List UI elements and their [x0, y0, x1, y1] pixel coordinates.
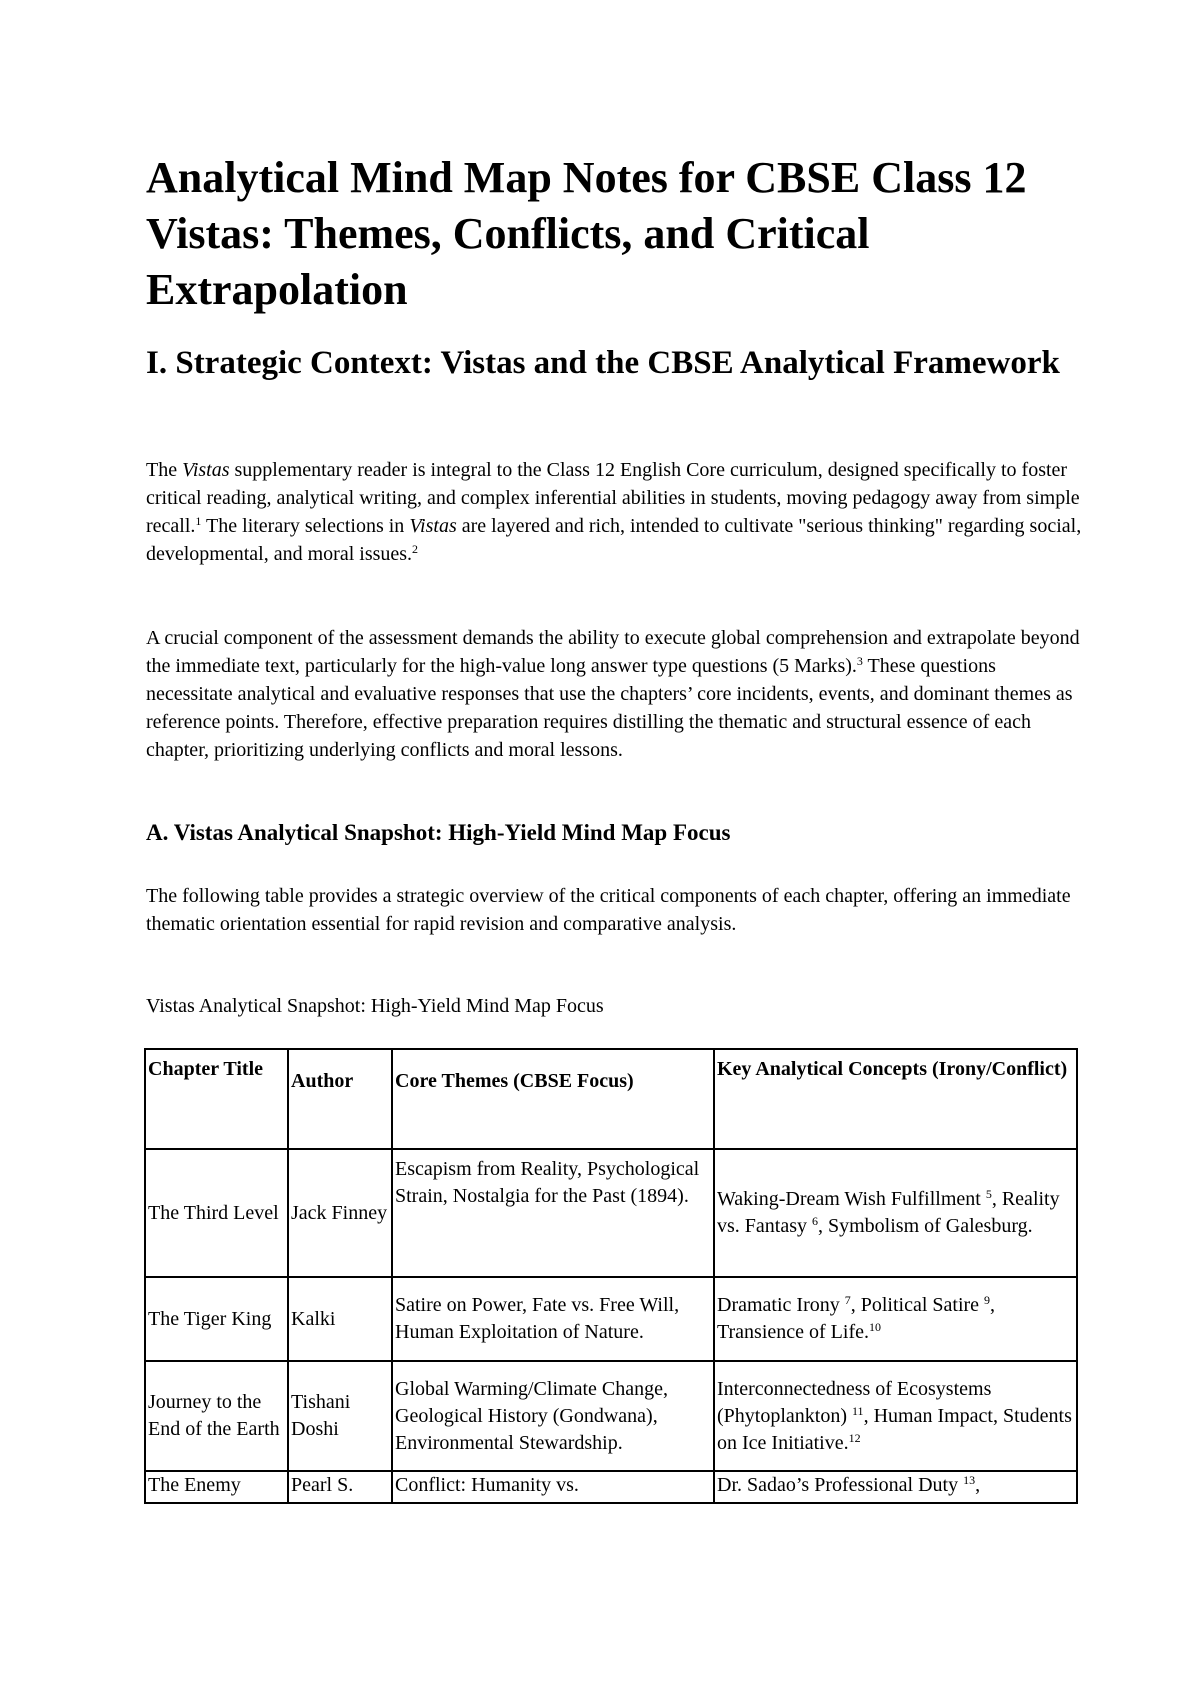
footnote-ref[interactable]: 6	[812, 1214, 818, 1228]
cell-themes: Escapism from Reality, Psychological Strain, Nostalgia for the Past (1894).	[392, 1149, 714, 1277]
cell-chapter: The Tiger King	[145, 1277, 288, 1361]
header-core-themes: Core Themes (CBSE Focus)	[392, 1049, 714, 1149]
cell-themes: Global Warming/Climate Change, Geological History (Gondwana), Environmental Stewardship.	[392, 1361, 714, 1471]
footnote-ref[interactable]: 7	[844, 1293, 851, 1307]
table-row	[145, 1277, 1077, 1361]
page-title: Analytical Mind Map Notes for CBSE Class 12 Vistas: Themes, Conflicts, and Critical Extrapolation	[146, 153, 1027, 314]
footnote-ref[interactable]: 1	[195, 514, 202, 528]
cell-chapter: The Enemy	[145, 1471, 288, 1503]
footnote-ref[interactable]: 3	[856, 654, 863, 668]
text-run: , Reality vs. Fantasy	[717, 1188, 1060, 1237]
cell-chapter: The Third Level	[145, 1149, 288, 1277]
footnote-ref[interactable]: 12	[848, 1430, 861, 1445]
cell-author: Jack Finney	[288, 1149, 392, 1277]
footnote-ref[interactable]: 11	[852, 1403, 864, 1418]
text-run: are layered and rich, intended to cultivate "serious thinking" regarding social, developmental, and moral issues.	[146, 515, 1082, 565]
cell-concepts	[714, 1277, 1077, 1361]
footnote-ref[interactable]: 5	[985, 1187, 992, 1201]
paragraph-intro	[146, 456, 1082, 568]
footnote-ref[interactable]: 13	[963, 1473, 976, 1487]
table-header-row	[145, 1049, 1077, 1149]
text-run: Dr. Sadao’s Professional Duty	[717, 1474, 964, 1496]
text-run: Dramatic Irony	[717, 1294, 845, 1316]
cell-concepts	[714, 1471, 1077, 1503]
cell-author: Pearl S.	[288, 1471, 392, 1503]
italic-title: Vistas	[409, 515, 457, 537]
italic-title: Vistas	[182, 459, 230, 481]
subsection-heading: A. Vistas Analytical Snapshot: High-Yield Mind Map Focus	[146, 820, 731, 845]
cell-author: Kalki	[288, 1277, 392, 1361]
text-run: , Transience of Life.	[717, 1294, 996, 1343]
header-chapter-title: Chapter Title	[145, 1049, 288, 1149]
cell-themes: Satire on Power, Fate vs. Free Will, Human Exploitation of Nature.	[392, 1277, 714, 1361]
text-run: The	[146, 459, 183, 481]
table-caption: Vistas Analytical Snapshot: High-Yield Mind Map Focus	[146, 995, 604, 1017]
cell-concepts	[714, 1361, 1077, 1471]
cell-chapter: Journey to the End of the Earth	[145, 1361, 288, 1471]
text-run: A crucial component of the assessment demands the ability to execute global comprehension and extrapolate beyond the immediate text, particularly for the high-value long answer type questions (5 Marks).	[146, 627, 1080, 677]
table-row	[145, 1471, 1077, 1503]
text-run: Interconnectedness of Ecosystems (Phytoplankton)	[717, 1377, 992, 1427]
text-run: ,	[975, 1474, 981, 1496]
footnote-ref[interactable]: 10	[869, 1320, 881, 1334]
text-run: These questions necessitate analytical and evaluative responses that use the chapters’ core incidents, events, and dominant themes as reference points. Therefore, effective preparation requires distilling the thematic and structural essence of each chapter, prioritizing underlying conflicts and moral lessons.	[146, 655, 1073, 761]
paragraph-assessment	[146, 624, 1082, 764]
cell-author: Tishani Doshi	[288, 1361, 392, 1471]
cell-concepts	[714, 1149, 1077, 1277]
text-run: , Human Impact, Students on Ice Initiative.	[717, 1404, 1072, 1454]
text-run: supplementary reader is integral to the Class 12 English Core curriculum, designed specifically to foster critical reading, analytical writing, and complex inferential abilities in students, moving pedagogy away from simple recall.	[146, 459, 1080, 537]
text-run: , Symbolism of Galesburg.	[818, 1215, 1033, 1237]
footnote-ref[interactable]: 9	[984, 1293, 991, 1307]
snapshot-table	[144, 1048, 1078, 1504]
section-heading: I. Strategic Context: Vistas and the CBSE Analytical Framework	[146, 345, 1060, 381]
header-key-concepts: Key Analytical Concepts (Irony/Conflict)	[714, 1049, 1077, 1149]
table-row	[145, 1361, 1077, 1471]
paragraph-table-intro: The following table provides a strategic overview of the critical components of each chapter, offering an immediate thematic orientation essential for rapid revision and comparative analysis.	[146, 885, 1071, 935]
footnote-ref[interactable]: 2	[412, 542, 419, 556]
table-row	[145, 1149, 1077, 1277]
text-run: The literary selections in	[201, 515, 410, 537]
text-run: , Political Satire	[850, 1294, 985, 1316]
header-author: Author	[288, 1049, 392, 1149]
cell-themes: Conflict: Humanity vs.	[392, 1471, 714, 1503]
text-run: Waking-Dream Wish Fulfillment	[717, 1188, 986, 1210]
